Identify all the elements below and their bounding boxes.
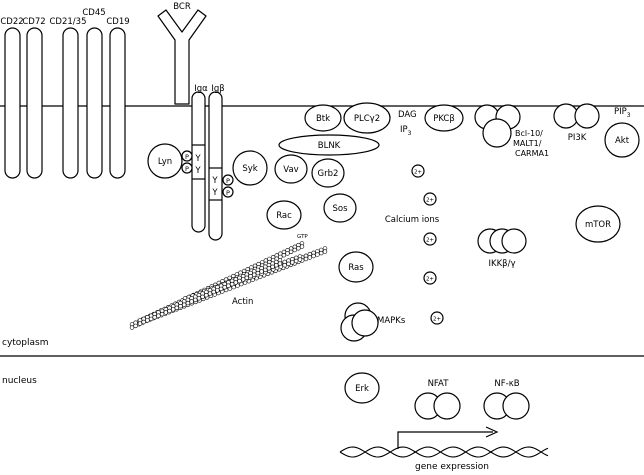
svg-text:Ras: Ras (348, 263, 364, 273)
cd22-label: CD22 (0, 17, 24, 27)
nfkb-label: NF-κB (494, 379, 520, 389)
lyn-kinase (148, 144, 182, 178)
actin-filaments (130, 242, 327, 330)
phosphate-group (223, 175, 233, 185)
dag-label: DAG (398, 110, 417, 120)
cd21-35-label: CD21/35 (49, 17, 87, 27)
nfat-dimer (415, 393, 460, 419)
cd22-receptor (5, 28, 20, 178)
svg-text:2+: 2+ (413, 169, 423, 176)
svg-text:mTOR: mTOR (584, 220, 612, 230)
cd45-label: CD45 (82, 8, 106, 18)
phosphate-group (223, 187, 233, 197)
svg-text:Erk: Erk (355, 384, 369, 394)
calcium-ion (431, 312, 443, 324)
svg-text:Lyn: Lyn (157, 157, 173, 167)
cd21-35-receptor (63, 28, 78, 178)
malt1-label: MALT1/ (513, 139, 542, 148)
svg-text:Akt: Akt (614, 136, 630, 146)
svg-text:2+: 2+ (432, 316, 442, 323)
transcription-arrow (398, 427, 497, 449)
cd72-receptor (27, 28, 42, 178)
svg-text:IKKβ/γ: IKKβ/γ (488, 259, 516, 269)
bcl10-label: Bcl-10/ (515, 129, 543, 138)
akt-kinase (605, 123, 639, 157)
itam-tyrosine: Y (212, 188, 218, 198)
carma1-label: CARMA1 (515, 149, 550, 158)
svg-text:MAPKs: MAPKs (377, 316, 406, 326)
cytoplasm-label: cytoplasm (2, 338, 49, 348)
nfat-label: NFAT (427, 379, 449, 389)
itam-tyrosine: Y (195, 166, 201, 176)
mapks-complex (341, 303, 406, 341)
svg-text:PKCβ: PKCβ (433, 114, 455, 124)
svg-text:Btk: Btk (315, 114, 331, 124)
calcium-ion (424, 233, 436, 245)
gtp-label: GTP (297, 234, 308, 240)
phosphate-group (182, 151, 192, 161)
calcium-ion (412, 165, 424, 177)
calcium-ion (424, 272, 436, 284)
erk-kinase (345, 373, 379, 403)
svg-text:Vav: Vav (283, 165, 299, 175)
ig-beta-chain (209, 92, 222, 240)
mtor-kinase (576, 206, 620, 242)
calcium-ion (424, 193, 436, 205)
actin-label: Actin (232, 297, 254, 307)
dna-helix (340, 447, 548, 457)
svg-text:Rac: Rac (276, 211, 292, 221)
svg-text:2+: 2+ (425, 237, 435, 244)
pi3k-complex (554, 104, 599, 143)
itam-tyrosine: Y (212, 176, 218, 186)
ip3-label: $IP_3$ (400, 125, 412, 137)
cd45-receptor (87, 28, 102, 178)
gene-expression-label: gene expression (415, 462, 489, 472)
blnk-adaptor (279, 135, 379, 155)
svg-text:PI3K: PI3K (567, 133, 587, 143)
btk-kinase (305, 105, 341, 131)
ig-beta-label: Igβ (211, 84, 225, 94)
grb2-adaptor (312, 159, 344, 187)
svg-text:2+: 2+ (425, 197, 435, 204)
ras-gtpase (339, 252, 373, 282)
svg-text:P: P (185, 165, 189, 173)
nucleus-label: nucleus (2, 376, 37, 386)
svg-text:P: P (226, 189, 230, 197)
phosphate-group (182, 163, 192, 173)
bcr-label: BCR (173, 2, 191, 12)
cd19-receptor (110, 28, 125, 178)
ikk-complex (478, 229, 526, 269)
cd72-label: CD72 (22, 17, 46, 27)
plcg2-enzyme (344, 103, 390, 133)
ig-alpha-label: Igα (194, 84, 208, 94)
pip3-label: $PIP_3$ (614, 107, 631, 119)
rac-gtpase (267, 201, 301, 229)
cd19-label: CD19 (106, 17, 130, 27)
calcium-ions-label: Calcium ions (384, 215, 440, 225)
pkcb-kinase (425, 105, 463, 131)
svg-text:Grb2: Grb2 (317, 169, 339, 179)
svg-text:PLCγ2: PLCγ2 (353, 114, 381, 124)
svg-text:P: P (226, 177, 230, 185)
svg-text:Syk: Syk (242, 164, 258, 174)
sos-protein (324, 194, 356, 222)
svg-text:Sos: Sos (332, 204, 348, 214)
svg-text:2+: 2+ (425, 276, 435, 283)
svg-text:P: P (185, 153, 189, 161)
nfkb-dimer (484, 393, 529, 419)
syk-kinase (233, 151, 267, 185)
svg-text:BLNK: BLNK (317, 141, 341, 151)
itam-tyrosine: Y (195, 154, 201, 164)
vav-protein (275, 155, 307, 183)
